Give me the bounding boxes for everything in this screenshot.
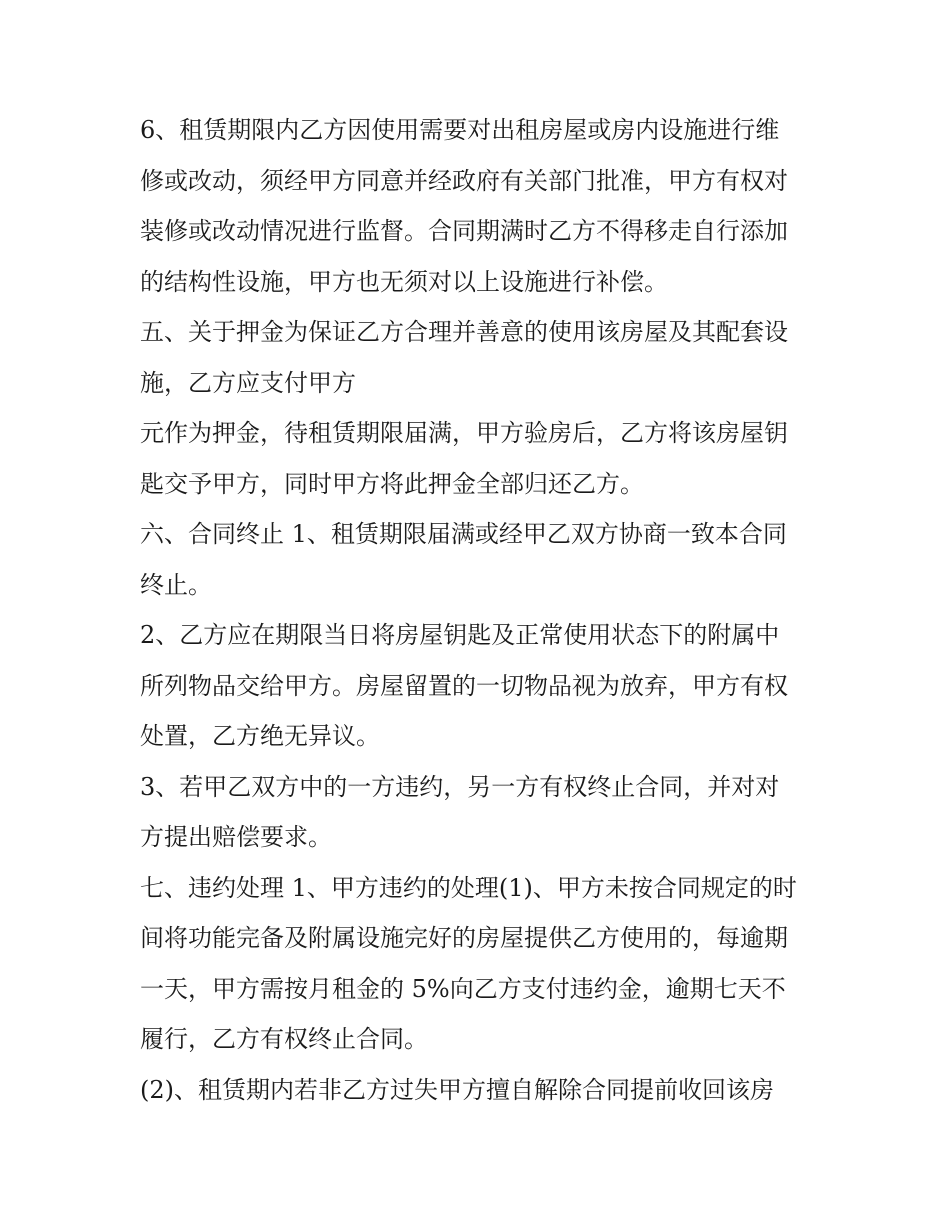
text-line: 所列物品交给甲方。房屋留置的一切物品视为放弃，甲方有权 (140, 671, 788, 700)
text-line: 匙交予甲方，同时甲方将此押金全部归还乙方。 (140, 469, 644, 498)
text-line: 元作为押金，待租赁期限届满，甲方验房后，乙方将该房屋钥 (140, 419, 788, 447)
text-line: 六、合同终止 1、租赁期限届满或经甲乙双方协商一致本合同 (140, 520, 787, 548)
text-line: 装修或改动情况进行监督。合同期满时乙方不得移走自行添加 (140, 217, 788, 245)
text-line: 6、租赁期限内乙方因使用需要对出租房屋或房内设施进行维 (140, 116, 780, 144)
text-line: 处置，乙方绝无异议。 (140, 722, 380, 750)
text-line: 履行，乙方有权终止合同。 (140, 1025, 428, 1053)
text-line: 五、关于押金为保证乙方合理并善意的使用该房屋及其配套设 (140, 318, 788, 346)
text-line: 修或改动，须经甲方同意并经政府有关部门批准，甲方有权对 (140, 166, 788, 195)
text-line: 一天，甲方需按月租金的 5%向乙方支付违约金，逾期七天不 (140, 974, 786, 1003)
text-line: 施，乙方应支付甲方 (140, 368, 356, 397)
text-line: 的结构性设施，甲方也无须对以上设施进行补偿。 (140, 267, 668, 296)
text-line: 方提出赔偿要求。 (140, 823, 332, 851)
text-line: 3、若甲乙双方中的一方违约，另一方有权终止合同，并对对 (140, 772, 780, 801)
text-line: 间将功能完备及附属设施完好的房屋提供乙方使用的，每逾期 (140, 924, 788, 952)
text-line: (2)、租赁期内若非乙方过失甲方擅自解除合同提前收回该房 (140, 1075, 774, 1104)
text-line: 七、违约处理 1、甲方违约的处理(1)、甲方未按合同规定的时 (140, 873, 797, 902)
text-line: 2、乙方应在期限当日将房屋钥匙及正常使用状态下的附属中 (140, 621, 780, 649)
text-line: 终止。 (140, 570, 212, 599)
contract-text (140, 110, 840, 1120)
